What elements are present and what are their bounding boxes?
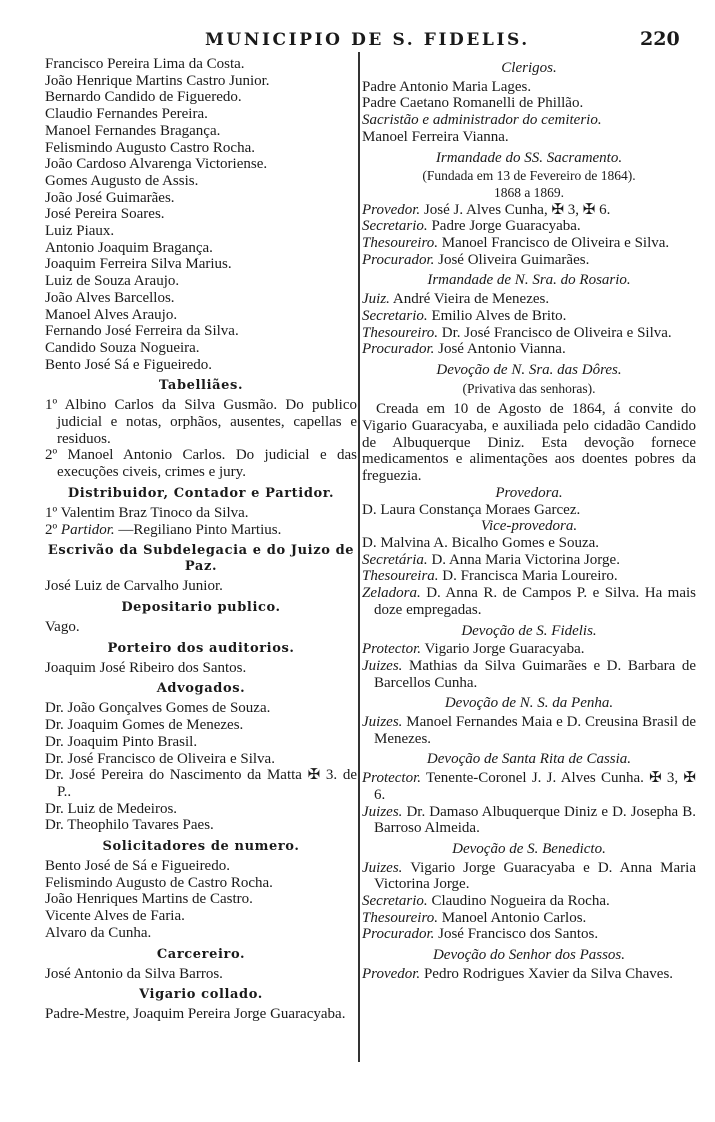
entry-role-label: Sacristão e administrador do cemiterio. [362,112,602,129]
entry-role-label: Procurador. [362,341,435,358]
entry-text: José Francisco dos Santos. [438,926,599,943]
section [45,600,357,636]
entry-role-label: Thesoureiro. [362,235,438,252]
page-number: 220 [640,28,680,50]
section [45,681,357,834]
list-entry [45,156,357,173]
list-entry [362,79,696,96]
list-entry [45,767,357,800]
entry-text: André Vieira de Menezes. [392,291,550,308]
list-entry [45,307,357,324]
list-entry [45,357,357,374]
entry-text: Padre Caetano Romanelli de Phillão. [362,95,584,112]
entry-text: João Alves Barcellos. [45,289,175,306]
list-entry [45,173,357,190]
list-entry [362,252,696,269]
entry-text: Felismindo Augusto Castro Rocha. [45,139,255,156]
page-title: MUNICIPIO DE S. FIDELIS. [205,30,530,50]
entry-role-label: Provedor. [362,201,421,218]
entry-text: Dr. Theophilo Tavares Paes. [45,817,214,834]
entry-role-label: Thesoureiro. [362,909,438,926]
section-heading: Vigario collado. [139,987,263,1003]
list-entry [45,891,357,908]
list-entry [45,619,357,636]
entry-role-label: Secretario. [362,307,428,324]
entry-role-label: Partidor. [60,521,115,538]
list-entry [45,273,357,290]
list-entry [362,804,696,837]
entry-text: D. Anna Maria Victorina Jorge. [431,551,620,568]
entry-text: Dr. Joaquim Gomes de Menezes. [45,717,244,734]
list-entry [362,218,696,235]
list-entry [45,56,357,73]
entry-role-label: Thesoureira. [362,568,439,585]
list-entry [45,875,357,892]
section-heading: Porteiro dos auditorios. [107,640,295,656]
list-entry [362,585,696,618]
entry-text: Luiz de Souza Araujo. [45,273,180,290]
section [362,60,696,146]
entry-role-label: Procurador. [362,251,435,268]
section-heading: Devoção de Santa Rita de Cassia. [426,751,632,768]
entry-text: 2º Manoel Antonio Carlos. Do judicial e das execuções civeis, crimes e jury. [45,447,357,481]
page-header [0,30,715,54]
entry-text: Alvaro da Cunha. [45,924,152,941]
entry-text: Claudio Fernandes Pereira. [45,106,208,123]
list-entry [45,925,357,942]
section-heading: Tabelliães. [158,378,244,394]
entry-text: Joaquim Ferreira Silva Marius. [45,256,232,273]
entry-text: Joaquim José Ribeiro dos Santos. [45,659,247,676]
entry-text: Padre Jorge Guaracyaba. [431,218,581,235]
list-entry [362,714,696,747]
entry-text: Bernardo Candido de Figueredo. [45,89,242,106]
entry-text: —Regiliano Pinto Martius. [118,521,282,538]
entry-text: D. Laura Constança Moraes Garcez. [362,501,581,518]
section [45,987,357,1023]
section [45,543,357,595]
entry-text: Vigario Jorge Guaracyaba e D. Anna Maria Victorina Jorge. [374,859,696,893]
entry-text: João Henriques Martins de Castro. [45,891,253,908]
entry-role-label: Juizes. [362,803,403,820]
entry-text: Dr. Luiz de Medeiros. [45,800,178,817]
section-heading: Clerigos. [501,60,557,76]
section [362,362,696,619]
entry-role-label: Juizes. [362,859,403,876]
entry-text: Vago. [45,618,80,635]
entry-text: Dr. José Francisco de Oliveira e Silva. [441,324,672,341]
entry-text: Mathias da Silva Guimarães e D. Barbara de Barcellos Cunha. [374,657,696,691]
list-entry [362,129,696,146]
entry-text: José Antonio Vianna. [438,341,566,358]
entry-text: Tenente-Coronel J. J. Alves Cunha. ✠ 3, ✠ 6. [374,770,696,803]
entry-text: José Antonio da Silva Barros. [45,965,223,982]
list-entry [362,235,696,252]
list-entry [362,641,696,658]
entry-text: Manoel Fernandes Bragança. [45,122,221,139]
list-entry [362,568,696,585]
entry-prefix: 2º [45,521,58,538]
list-entry [45,817,357,834]
entry-text: Manoel Antonio Carlos. [441,909,587,926]
section [45,486,357,538]
section [45,378,357,481]
section [362,272,696,358]
entry-text: Dr. José Francisco de Oliveira e Silva. [45,750,275,767]
entry-text: Pedro Rodrigues Xavier da Silva Chaves. [423,965,674,982]
entry-role-label: Juizes. [362,657,403,674]
section [362,751,696,837]
entry-role-label: Zeladora. [362,585,421,602]
entry-text: Gomes Augusto de Assis. [45,172,199,189]
list-entry [362,893,696,910]
entry-text: João Henrique Martins Castro Junior. [45,72,270,89]
entry-text: José Luiz de Carvalho Junior. [45,578,223,595]
entry-text: Luiz Piaux. [45,223,115,240]
entry-text: Fernando José Ferreira da Silva. [45,323,239,340]
entry-text: 1º Valentim Braz Tinoco da Silva. [45,504,249,521]
section [45,947,357,983]
section [362,150,696,269]
entry-text: Dr. Damaso Albuquerque Diniz e D. Josepha B. Barroso Almeida. [374,803,696,837]
entry-role-label: Secretario. [362,218,428,235]
entry-text: D. Anna R. de Campos P. e Silva. Ha mais doze empregadas. [374,585,697,618]
right-column [362,56,696,983]
list-entry [362,770,696,803]
list-entry [45,106,357,123]
list-entry [45,966,357,983]
section [45,839,357,942]
list-entry [362,112,696,129]
entry-text: Dr. José Pereira do Nascimento da Matta ✠ 3. de P.. [45,767,357,800]
list-entry [362,535,696,552]
entry-text: Dr. Joaquim Pinto Brasil. [45,733,198,750]
entry-text: Emilio Alves de Brito. [431,307,567,324]
entry-text: Bento José de Sá e Figueiredo. [45,858,230,875]
list-entry [362,966,696,983]
entry-text: Manoel Ferreira Vianna. [362,128,509,145]
section-heading: Devoção de S. Fidelis. [461,622,597,639]
list-entry [45,73,357,90]
section [362,841,696,943]
list-entry [362,341,696,358]
section [362,695,696,747]
left-column [45,56,357,1023]
section [362,623,696,692]
list-entry [45,801,357,818]
list-entry [362,291,696,308]
list-entry [362,926,696,943]
list-entry [45,340,357,357]
list-entry [45,908,357,925]
entry-text: José Oliveira Guimarães. [438,251,590,268]
section-heading: Irmandade do SS. Sacramento. [435,149,623,166]
list-entry [362,658,696,691]
section-heading: Advogados. [156,681,246,697]
entry-text: José J. Alves Cunha, ✠ 3, ✠ 6. [423,201,611,218]
section-note: 1868 a 1869. [493,184,565,200]
paragraph: Creada em 10 de Agosto de 1864, á convite do Vigario Guaracyaba, e auxiliada pelo cidadão Candido de Albuquerque Diniz. Esta devoção fornece medicamentos e alimentações aos doentes pobres da freguezia. [362,401,696,485]
list-entry [45,140,357,157]
entry-role-label: Juizes. [362,714,403,731]
list-entry [45,660,357,677]
list-entry [362,95,696,112]
section-heading: Depositario publico. [121,599,281,615]
entry-text: Antonio Joaquim Bragança. [45,239,213,256]
list-entry [45,89,357,106]
list-entry [362,910,696,927]
section-note: (Fundada em 13 de Fevereiro de 1864). [422,168,636,184]
list-entry [45,123,357,140]
column-divider [358,52,360,1062]
section [45,56,357,373]
list-entry [45,190,357,207]
entry-role-label: Provedor. [362,965,421,982]
section-heading: Irmandade de N. Sra. do Rosario. [427,272,631,289]
list-entry [45,858,357,875]
entry-role-label: Secretária. [362,551,428,568]
entry-role-label: Juiz. [362,291,390,308]
entry-text: Felismindo Augusto de Castro Rocha. [45,874,273,891]
entry-text: Padre Antonio Maria Lages. [362,78,532,95]
list-entry [45,290,357,307]
list-entry [45,256,357,273]
list-entry [45,323,357,340]
list-entry [45,397,357,447]
entry-text: Manoel Fernandes Maia e D. Creusina Brasil de Menezes. [374,714,696,747]
list-entry [45,522,357,539]
list-entry [45,206,357,223]
section-heading: Devoção de S. Benedicto. [452,840,606,857]
entry-text: Bento José Sá e Figueiredo. [45,356,213,373]
entry-text: 1º Albino Carlos da Silva Gusmão. Do publico judicial e notas, orphãos, ausentes, capellas e residuos. [45,397,357,447]
entry-role-label: Protector. [362,641,422,658]
list-entry [45,734,357,751]
list-entry [362,202,696,219]
entry-text: Manoel Alves Araujo. [45,306,178,323]
section-heading: Devoção de N. Sra. das Dôres. [436,361,622,378]
section-heading: Escrivão da Subdelegacia e do Juizo de Paz. [47,543,355,575]
entry-role-label: Secretario. [362,893,428,910]
section-heading: Distribuidor, Contador e Partidor. [67,485,335,501]
entry-text: João José Guimarães. [45,189,175,206]
entry-text: Vigario Jorge Guaracyaba. [424,641,585,658]
list-entry [45,578,357,595]
list-entry [45,223,357,240]
sub-heading: Vice-provedora. [480,518,578,535]
entry-text: João Cardoso Alvarenga Victoriense. [45,156,268,173]
sub-heading: Provedora. [495,484,563,501]
section [362,947,696,982]
list-entry [362,552,696,569]
entry-role-label: Thesoureiro. [362,324,438,341]
entry-text: D. Francisca Maria Loureiro. [442,568,618,585]
entry-text: Manoel Francisco de Oliveira e Silva. [441,235,670,252]
section-heading: Devoção do Senhor dos Passos. [432,947,626,964]
entry-text: Padre-Mestre, Joaquim Pereira Jorge Guaracyaba. [45,1006,346,1023]
entry-text: José Pereira Soares. [45,206,165,223]
list-entry [45,1006,357,1023]
section-heading: Devoção de N. S. da Penha. [444,695,614,712]
list-entry [45,447,357,480]
entry-text: D. Malvina A. Bicalho Gomes e Souza. [362,534,600,551]
entry-text: Candido Souza Nogueira. [45,339,200,356]
list-entry [45,717,357,734]
entry-role-label: Procurador. [362,926,435,943]
list-entry [362,860,696,893]
entry-text: Vicente Alves de Faria. [45,908,185,925]
list-entry [362,325,696,342]
list-entry [362,308,696,325]
list-entry [45,505,357,522]
section-heading: Carcereiro. [156,946,246,962]
entry-text: Francisco Pereira Lima da Costa. [45,56,245,72]
section-note: (Privativa das senhoras). [462,380,596,396]
list-entry [362,502,696,519]
list-entry [45,700,357,717]
section-heading: Solicitadores de numero. [102,839,300,855]
entry-text: Claudino Nogueira da Rocha. [431,893,610,910]
section [45,641,357,677]
list-entry [45,240,357,257]
entry-role-label: Protector. [362,770,422,787]
entry-text: Dr. João Gonçalves Gomes de Souza. [45,700,271,717]
list-entry [45,751,357,768]
